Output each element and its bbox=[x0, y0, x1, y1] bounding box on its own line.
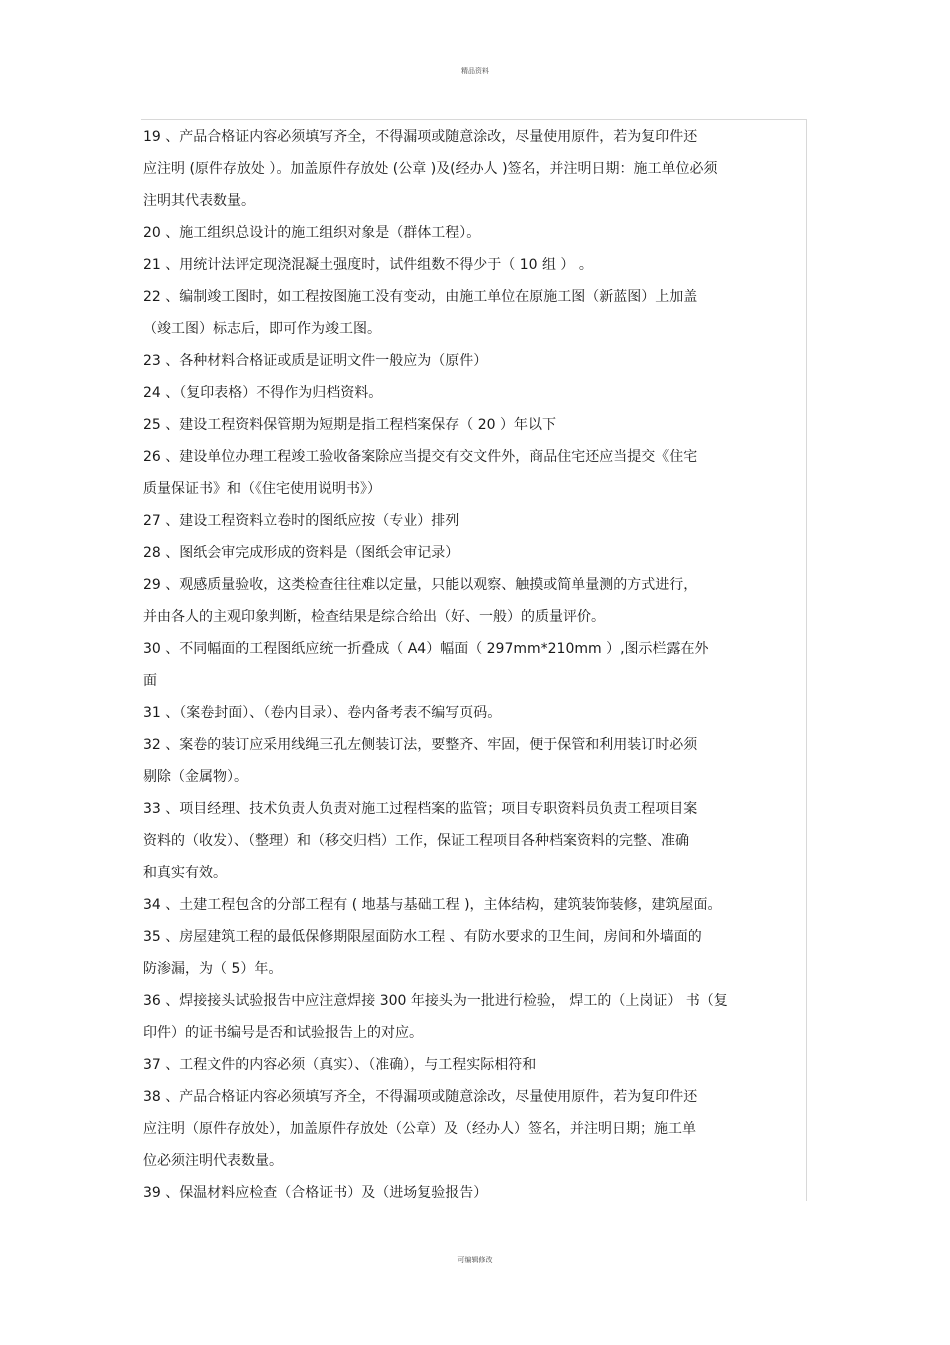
text-line: 注明其代表数量。 bbox=[143, 193, 255, 209]
text-line: 29 、观感质量验收，这类检查往往难以定量，只能以观察、触摸或简单量测的方式进行， bbox=[143, 577, 698, 593]
text-line: 21 、用统计法评定现浇混凝土强度时，试件组数不得少于（ 10 组 ） 。 bbox=[143, 257, 593, 273]
text-line: 35 、房屋建筑工程的最低保修期限屋面防水工程 、有防水要求的卫生间，房间和外墙面的 bbox=[143, 929, 702, 945]
text-line: 位必须注明代表数量。 bbox=[143, 1153, 283, 1169]
text-line: 并由各人的主观印象判断，检查结果是综合给出（好、一般）的质量评价。 bbox=[143, 609, 605, 625]
text-line: 38 、产品合格证内容必须填写齐全，不得漏项或随意涂改，尽量使用原件，若为复印件还 bbox=[143, 1089, 698, 1105]
text-line: 质量保证书》和（《住宅使用说明书》） bbox=[143, 481, 381, 497]
text-line: 37 、工程文件的内容必须（真实）、（准确），与工程实际相符和 bbox=[143, 1057, 537, 1073]
text-line: （竣工图）标志后，即可作为竣工图。 bbox=[143, 321, 381, 337]
text-line: 36 、焊接接头试验报告中应注意焊接 300 年接头为一批进行检验， 焊工的（上岗证） 书（复 bbox=[143, 993, 728, 1009]
text-line: 印件）的证书编号是否和试验报告上的对应。 bbox=[143, 1025, 423, 1041]
text-line: 24 、（复印表格）不得作为归档资料。 bbox=[143, 385, 383, 401]
text-line: 34 、土建工程包含的分部工程有 ( 地基与基础工程 )，主体结构，建筑装饰装修，建筑屋面。 bbox=[143, 897, 722, 913]
text-line: 剔除（金属物）。 bbox=[143, 769, 248, 785]
text-line: 25 、建设工程资料保管期为短期是指工程档案保存（ 20 ）年以下 bbox=[143, 417, 556, 433]
text-line: 防渗漏，为（ 5）年。 bbox=[143, 961, 283, 977]
text-line: 应注明（原件存放处），加盖原件存放处（公章）及（经办人）签名，并注明日期；施工单 bbox=[143, 1121, 696, 1137]
page-footer: 可编辑修改 bbox=[457, 1256, 493, 1264]
text-line: 28 、图纸会审完成形成的资料是（图纸会审记录） bbox=[143, 545, 460, 561]
text-line: 和真实有效。 bbox=[143, 865, 227, 881]
text-line: 26 、建设单位办理工程竣工验收备案除应当提交有交文件外，商品住宅还应当提交《住宅 bbox=[143, 449, 698, 465]
text-line: 20 、施工组织总设计的施工组织对象是（群体工程）。 bbox=[143, 225, 481, 241]
text-line: 31 、（案卷封面）、（卷内目录）、卷内备考表不编写页码。 bbox=[143, 705, 502, 721]
text-line: 30 、不同幅面的工程图纸应统一折叠成（ A4）幅面（ 297mm*210mm ）,图示栏露在外 bbox=[143, 641, 709, 657]
text-line: 39 、保温材料应检查（合格证书）及（进场复验报告） bbox=[143, 1185, 488, 1201]
text-line: 22 、编制竣工图时，如工程按图施工没有变动，由施工单位在原施工图（新蓝图）上加盖 bbox=[143, 289, 698, 305]
text-line: 33 、项目经理、技术负责人负责对施工过程档案的监管；项目专职资料员负责工程项目案 bbox=[143, 801, 698, 817]
page-header: 精品资料 bbox=[461, 67, 489, 75]
text-line: 资料的（收发）、（整理）和（移交归档）工作，保证工程项目各种档案资料的完整、准确 bbox=[143, 833, 689, 849]
text-line: 32 、案卷的装订应采用线绳三孔左侧装订法，要整齐、牢固，便于保管和利用装订时必须 bbox=[143, 737, 698, 753]
text-line: 19 、产品合格证内容必须填写齐全，不得漏项或随意涂改，尽量使用原件，若为复印件还 bbox=[143, 129, 698, 145]
text-line: 23 、各种材料合格证或质是证明文件一般应为（原件） bbox=[143, 353, 488, 369]
text-line: 27 、建设工程资料立卷时的图纸应按（专业）排列 bbox=[143, 513, 460, 529]
text-line: 应注明 (原件存放处 ）。加盖原件存放处 (公章 )及(经办人 )签名，并注明日期：施工单位必须 bbox=[143, 161, 718, 177]
document-body bbox=[143, 125, 813, 1213]
text-line: 面 bbox=[143, 673, 157, 689]
